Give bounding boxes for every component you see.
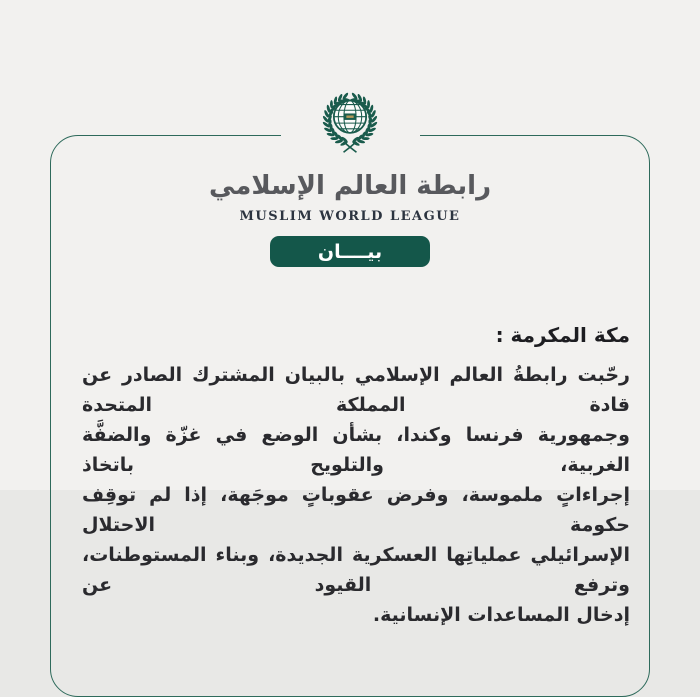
logo-arabic-calligraphy: رابطة العالم الإسلامي bbox=[208, 171, 492, 201]
laurel-wreath-globe-icon bbox=[308, 86, 392, 170]
body-line: وجمهورية فرنسا وكندا، بشأن الوضع في غزّة والضفَّة الغربية، والتلويح باتخاذ bbox=[82, 424, 630, 476]
body-line: رحّبت رابطةُ العالم الإسلامي بالبيان المشترك الصادر عن قادة المملكة المتحدة bbox=[82, 364, 630, 416]
body-line: إدخال المساعدات الإنسانية. bbox=[372, 604, 630, 626]
body-line: الإسرائيلي عملياتِها العسكرية الجديدة، وبناء المستوطنات، وترفع القيود عن bbox=[82, 544, 630, 596]
logo-english-name: MUSLIM WORLD LEAGUE bbox=[239, 209, 461, 224]
banner-label: بيــــان bbox=[317, 240, 383, 263]
statement-banner bbox=[270, 236, 430, 267]
city-heading: مكة المكرمة : bbox=[495, 323, 630, 347]
statement-body bbox=[82, 360, 630, 630]
mwl-logo bbox=[308, 86, 392, 170]
body-line: إجراءاتٍ ملموسة، وفرض عقوباتٍ موجَهة، إذا لم توقِف حكومة الاحتلال bbox=[82, 484, 630, 536]
